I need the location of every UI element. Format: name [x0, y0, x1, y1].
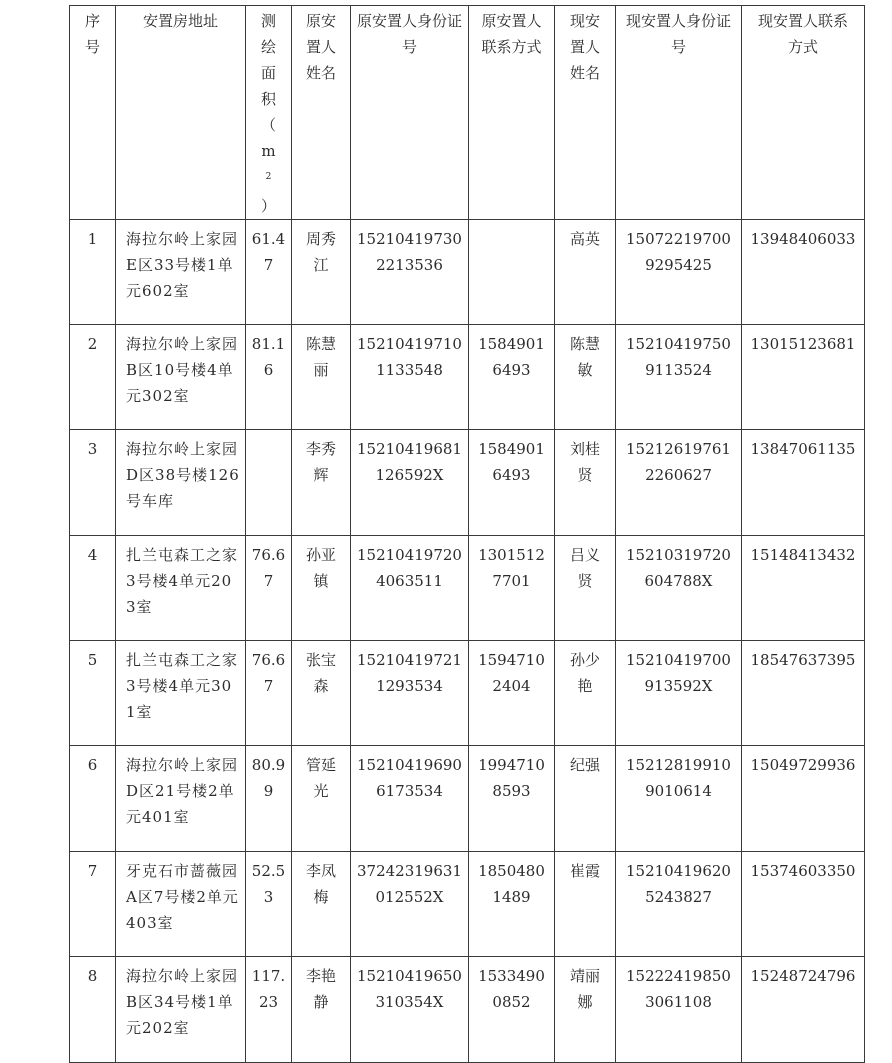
cell-orig-id: 152104196906173534	[351, 746, 469, 852]
cell-orig-id: 152104197204063511	[351, 536, 469, 641]
cell-orig-id: 37242319631012552X	[351, 852, 469, 957]
header-area: 测绘面积$(m^2)$	[246, 6, 292, 220]
header-cur-name: 现安置人姓名	[555, 6, 616, 220]
cell-cur-name: 刘桂贤	[555, 430, 616, 536]
cell-cur-name: 吕义贤	[555, 536, 616, 641]
cell-address: 海拉尔岭上家园E区33号楼1单元602室	[116, 220, 246, 325]
cell-area: 52.53	[246, 852, 292, 957]
cell-area: 76.67	[246, 641, 292, 746]
cell-orig-name: 周秀江	[292, 220, 351, 325]
cell-orig-contact	[469, 220, 555, 325]
cell-orig-name: 李凤梅	[292, 852, 351, 957]
cell-orig-contact: 19947108593	[469, 746, 555, 852]
cell-cur-id: 150722197009295425	[616, 220, 742, 325]
table-row	[70, 325, 865, 430]
cell-orig-contact: 15849016493	[469, 325, 555, 430]
cell-cur-name: 纪强	[555, 746, 616, 852]
cell-orig-id: 152104197101133548	[351, 325, 469, 430]
cell-cur-id: 152224198503061108	[616, 957, 742, 1063]
cell-cur-id: 152126197612260627	[616, 430, 742, 536]
cell-orig-name: 李艳静	[292, 957, 351, 1063]
cell-orig-contact: 15849016493	[469, 430, 555, 536]
cell-cur-contact: 15248724796	[742, 957, 865, 1063]
cell-address: 扎兰屯森工之家3号楼4单元203室	[116, 536, 246, 641]
cell-address: 牙克石市蔷薇园A区7号楼2单元403室	[116, 852, 246, 957]
cell-area: 61.47	[246, 220, 292, 325]
cell-cur-id: 152104196205243827	[616, 852, 742, 957]
cell-orig-name: 李秀辉	[292, 430, 351, 536]
cell-area: 81.16	[246, 325, 292, 430]
cell-area: 76.67	[246, 536, 292, 641]
cell-orig-name: 管延光	[292, 746, 351, 852]
table-row	[70, 220, 865, 325]
cell-seq: 4	[70, 536, 116, 641]
cell-cur-contact: 15148413432	[742, 536, 865, 641]
cell-address: 海拉尔岭上家园B区34号楼1单元202室	[116, 957, 246, 1063]
cell-cur-name: 崔霞	[555, 852, 616, 957]
cell-cur-contact: 13948406033	[742, 220, 865, 325]
cell-orig-name: 孙亚镇	[292, 536, 351, 641]
cell-orig-id: 15210419681126592X	[351, 430, 469, 536]
cell-address: 海拉尔岭上家园D区21号楼2单元401室	[116, 746, 246, 852]
table-row	[70, 641, 865, 746]
cell-cur-name: 靖丽娜	[555, 957, 616, 1063]
cell-cur-id: 15210419700913592X	[616, 641, 742, 746]
cell-cur-id: 152104197509113524	[616, 325, 742, 430]
table-row	[70, 746, 865, 852]
header-cur-contact: 现安置人联系方式	[742, 6, 865, 220]
cell-cur-id: 152128199109010614	[616, 746, 742, 852]
cell-seq: 3	[70, 430, 116, 536]
cell-area: 117.23	[246, 957, 292, 1063]
header-address: 安置房地址	[116, 6, 246, 220]
cell-cur-contact: 18547637395	[742, 641, 865, 746]
cell-seq: 5	[70, 641, 116, 746]
cell-orig-contact: 18504801489	[469, 852, 555, 957]
cell-seq: 1	[70, 220, 116, 325]
cell-cur-contact: 13015123681	[742, 325, 865, 430]
cell-cur-contact: 15374603350	[742, 852, 865, 957]
cell-cur-id: 15210319720604788X	[616, 536, 742, 641]
header-row	[70, 6, 865, 220]
cell-cur-name: 孙少艳	[555, 641, 616, 746]
table-row	[70, 536, 865, 641]
cell-cur-name: 高英	[555, 220, 616, 325]
cell-cur-name: 陈慧敏	[555, 325, 616, 430]
cell-orig-contact: 13015127701	[469, 536, 555, 641]
header-seq: 序号	[70, 6, 116, 220]
table-row	[70, 957, 865, 1063]
table-row	[70, 852, 865, 957]
cell-cur-contact: 15049729936	[742, 746, 865, 852]
cell-area: 80.99	[246, 746, 292, 852]
cell-orig-name: 张宝森	[292, 641, 351, 746]
cell-seq: 6	[70, 746, 116, 852]
header-orig-contact: 原安置人 联系方式	[469, 6, 555, 220]
cell-address: 扎兰屯森工之家3号楼4单元301室	[116, 641, 246, 746]
header-orig-name: 原安置人姓名	[292, 6, 351, 220]
cell-orig-contact: 15334900852	[469, 957, 555, 1063]
cell-orig-id: 152104197302213536	[351, 220, 469, 325]
header-orig-id: 原安置人身份证号	[351, 6, 469, 220]
cell-orig-name: 陈慧丽	[292, 325, 351, 430]
cell-orig-contact: 15947102404	[469, 641, 555, 746]
cell-seq: 8	[70, 957, 116, 1063]
cell-seq: 2	[70, 325, 116, 430]
cell-area	[246, 430, 292, 536]
cell-seq: 7	[70, 852, 116, 957]
cell-cur-contact: 13847061135	[742, 430, 865, 536]
resettlement-table	[69, 5, 865, 1063]
cell-address: 海拉尔岭上家园D区38号楼126号车库	[116, 430, 246, 536]
cell-address: 海拉尔岭上家园B区10号楼4单元302室	[116, 325, 246, 430]
table-row	[70, 430, 865, 536]
cell-orig-id: 15210419650310354X	[351, 957, 469, 1063]
header-cur-id: 现安置人身份证号	[616, 6, 742, 220]
cell-orig-id: 152104197211293534	[351, 641, 469, 746]
